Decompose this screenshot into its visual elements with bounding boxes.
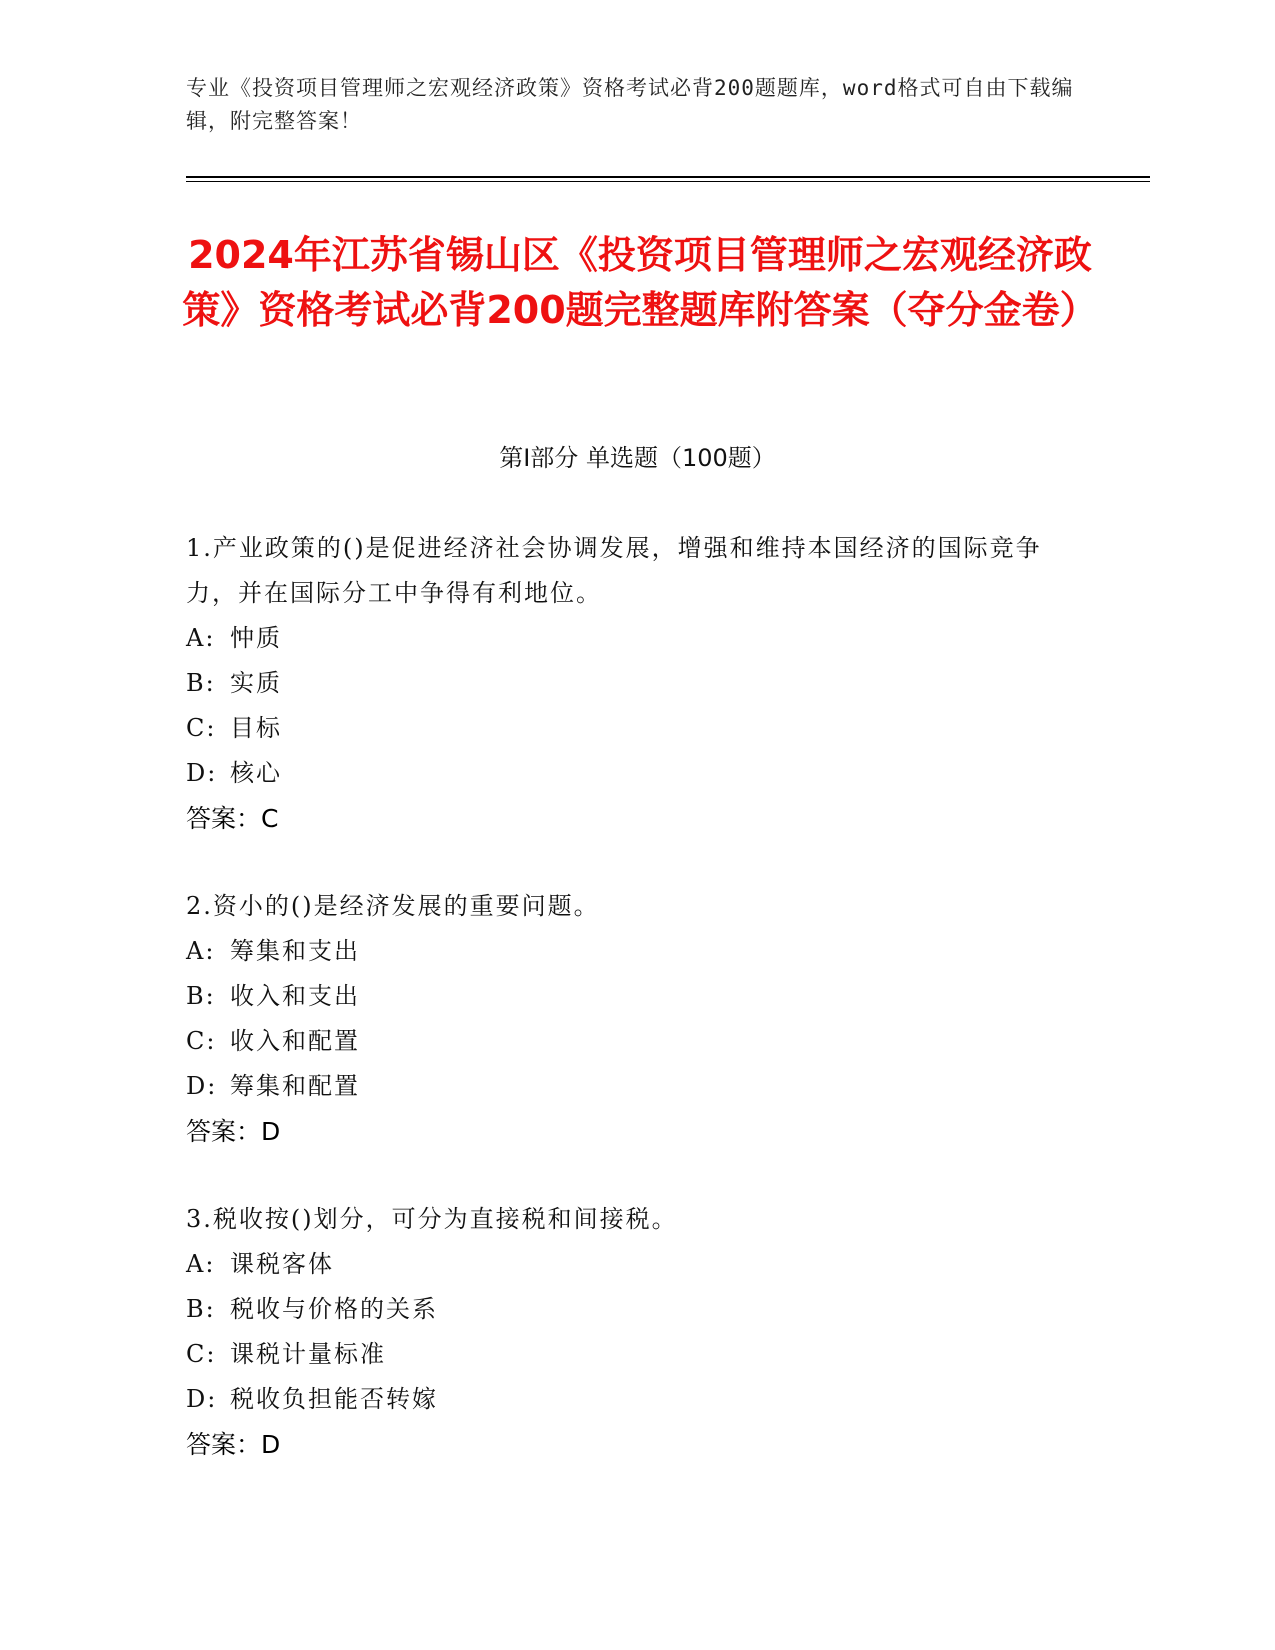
answer-line: 答案：D: [186, 1430, 281, 1459]
option-letter: B:: [186, 1295, 216, 1323]
answer-line: 答案：D: [186, 1117, 281, 1146]
option-text: 税收与价格的关系: [230, 1295, 438, 1323]
question-list: [186, 526, 1066, 1510]
section-title: 第Ⅰ部分 单选题（100题）: [499, 444, 776, 472]
option-letter: A:: [186, 624, 216, 652]
option-a: [186, 929, 1066, 974]
option-text: 收入和支出: [230, 982, 360, 1010]
option-d: [186, 1064, 1066, 1109]
question-1: [186, 526, 1066, 842]
option-b: [186, 1287, 1066, 1332]
option-letter: A:: [186, 937, 216, 965]
option-letter: C:: [186, 714, 217, 742]
question-3: [186, 1197, 1066, 1468]
answer-line: 答案：C: [186, 804, 279, 833]
option-text: 收入和配置: [230, 1027, 360, 1055]
option-c: [186, 706, 1066, 751]
document-title: 2024年江苏省锡山区《投资项目管理师之宏观经济政策》资格考试必背200题完整题库附答案（夺分金卷）: [182, 233, 1098, 332]
header-note: 专业《投资项目管理师之宏观经济政策》资格考试必背200题题库，word格式可自由下载编辑，附完整答案！: [186, 76, 1074, 133]
header-divider-thin: [186, 181, 1150, 182]
option-text: 筹集和配置: [230, 1072, 360, 1100]
option-d: [186, 1377, 1066, 1422]
option-c: [186, 1332, 1066, 1377]
option-letter: B:: [186, 982, 216, 1010]
question-stem: 1.产业政策的()是促进经济社会协调发展，增强和维持本国经济的国际竞争力，并在国际分工中争得有利地位。: [186, 534, 1042, 607]
option-text: 筹集和支出: [230, 937, 360, 965]
header-divider-thick: [186, 176, 1150, 178]
option-text: 课税计量标准: [230, 1340, 386, 1368]
option-b: [186, 661, 1066, 706]
option-letter: C:: [186, 1340, 217, 1368]
option-letter: D:: [186, 1072, 218, 1100]
option-c: [186, 1019, 1066, 1064]
option-text: 实质: [230, 669, 282, 697]
option-a: [186, 616, 1066, 661]
option-text: 忡质: [230, 624, 282, 652]
option-letter: C:: [186, 1027, 217, 1055]
option-letter: A:: [186, 1250, 216, 1278]
option-letter: D:: [186, 1385, 218, 1413]
option-text: 税收负担能否转嫁: [230, 1385, 438, 1413]
option-b: [186, 974, 1066, 1019]
question-stem: 2.资小的()是经济发展的重要问题。: [186, 892, 600, 920]
question-stem: 3.税收按()划分，可分为直接税和间接税。: [186, 1205, 678, 1233]
option-text: 课税客体: [230, 1250, 334, 1278]
option-text: 目标: [230, 714, 282, 742]
option-text: 核心: [230, 759, 282, 787]
option-letter: D:: [186, 759, 218, 787]
option-d: [186, 751, 1066, 796]
option-a: [186, 1242, 1066, 1287]
question-2: [186, 884, 1066, 1155]
option-letter: B:: [186, 669, 216, 697]
